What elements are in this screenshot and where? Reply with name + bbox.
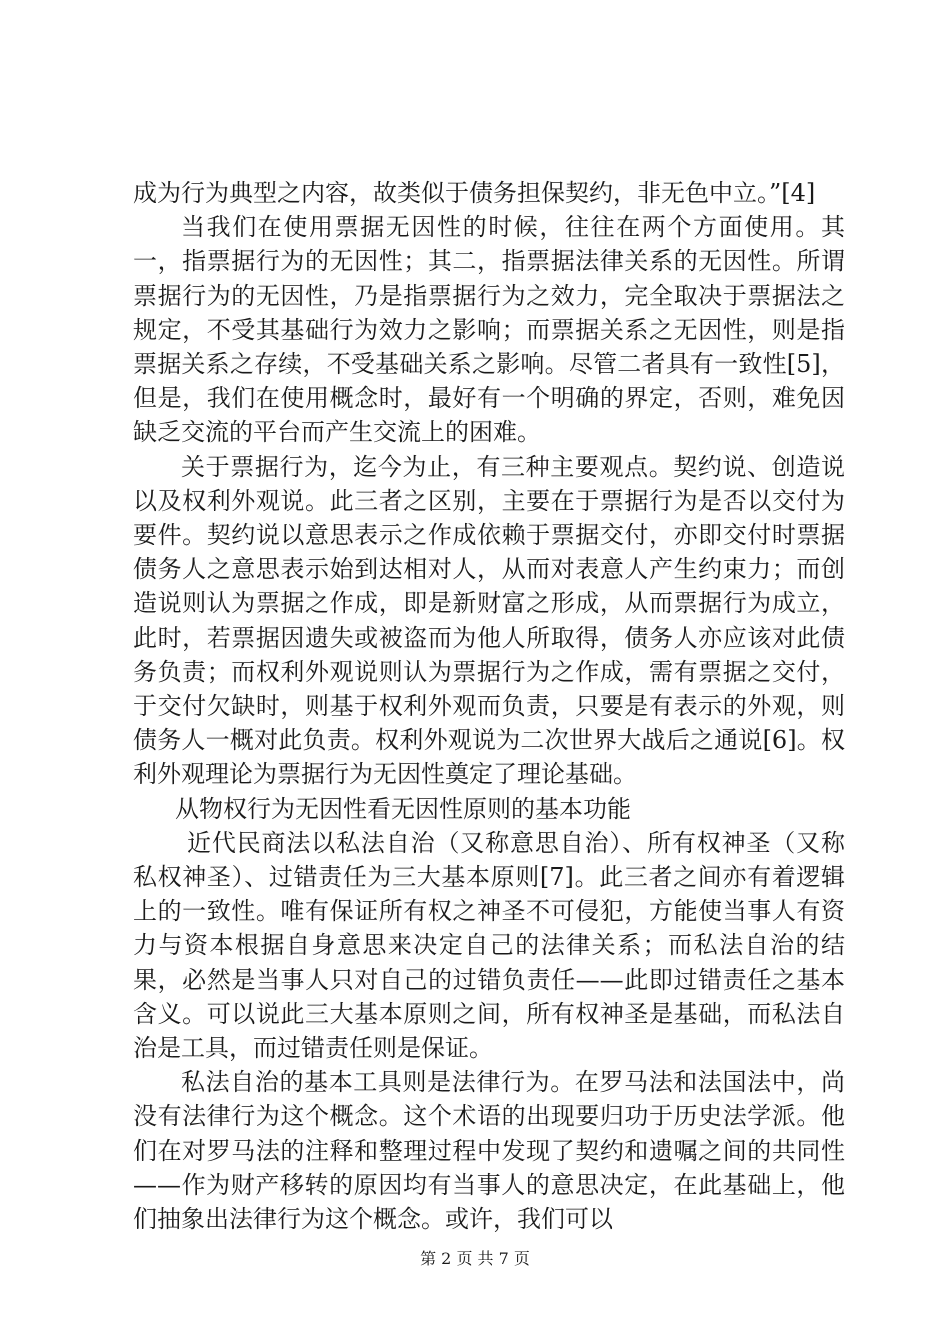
paragraph-civil-law-principles: 近代民商法以私法自治（又称意思自治）、所有权神圣（又称私权神圣）、过错责任为三大基本原则[7]。此三者之间亦有着逻辑上的一致性。唯有保证所有权之神圣不可侵犯，方能使当事人有资力与资本根据自身意思来决定自己的法律关系；而私法自治的结果，必然是当事人只对自己的过错负责任——此即过错责任之基本含义。可以说此三大基本原则之间，所有权神圣是基础，而私法自治是工具，而过错责任则是保证。	[133, 828, 845, 1063]
paragraph-continuation: 成为行为典型之内容，故类似于债务担保契约，非无色中立。”[4]	[133, 179, 816, 207]
paragraph-bill-abstractness-usage: 当我们在使用票据无因性的时候，往往在两个方面使用。其一，指票据行为的无因性；其二，指票据法律关系的无因性。所谓票据行为的无因性，乃是指票据行为之效力，完全取决于票据法之规定，不受其基础行为效力之影响；而票据关系之无因性，则是指票据关系之存续，不受基础关系之影响。尽管二者具有一致性[5]，但是，我们在使用概念时，最好有一个明确的界定，否则，难免因缺乏交流的平台而产生交流上的困难。	[133, 213, 845, 447]
section-heading: 从物权行为无因性看无因性原则的基本功能	[175, 794, 631, 823]
paragraph-legal-act: 私法自治的基本工具则是法律行为。在罗马法和法国法中，尚没有法律行为这个概念。这个术语的出现要归功于历史法学派。他们在对罗马法的注释和整理过程中发现了契约和遗嘱之间的共同性——作为财产移转的原因均有当事人的意思决定，在此基础上，他们抽象出法律行为这个概念。或许，我们可以	[133, 1068, 845, 1234]
paragraph-bill-act-theories: 关于票据行为，迄今为止，有三种主要观点。契约说、创造说以及权利外观说。此三者之区别，主要在于票据行为是否以交付为要件。契约说以意思表示之作成依赖于票据交付，亦即交付时票据债务人之意思表示始到达相对人，从而对表意人产生约束力；而创造说则认为票据之作成，即是新财富之形成，从而票据行为成立，此时，若票据因遗失或被盗而为他人所取得，债务人亦应该对此债务负责；而权利外观说则认为票据行为之作成，需有票据之交付，于交付欠缺时，则基于权利外观而负责，只要是有表示的外观，则债务人一概对此负责。权利外观说为二次世界大战后之通说[6]。权利外观理论为票据行为无因性奠定了理论基础。	[133, 452, 845, 789]
page-number-footer: 第 2 页 共 7 页	[420, 1249, 530, 1268]
document-body	[133, 176, 845, 1236]
